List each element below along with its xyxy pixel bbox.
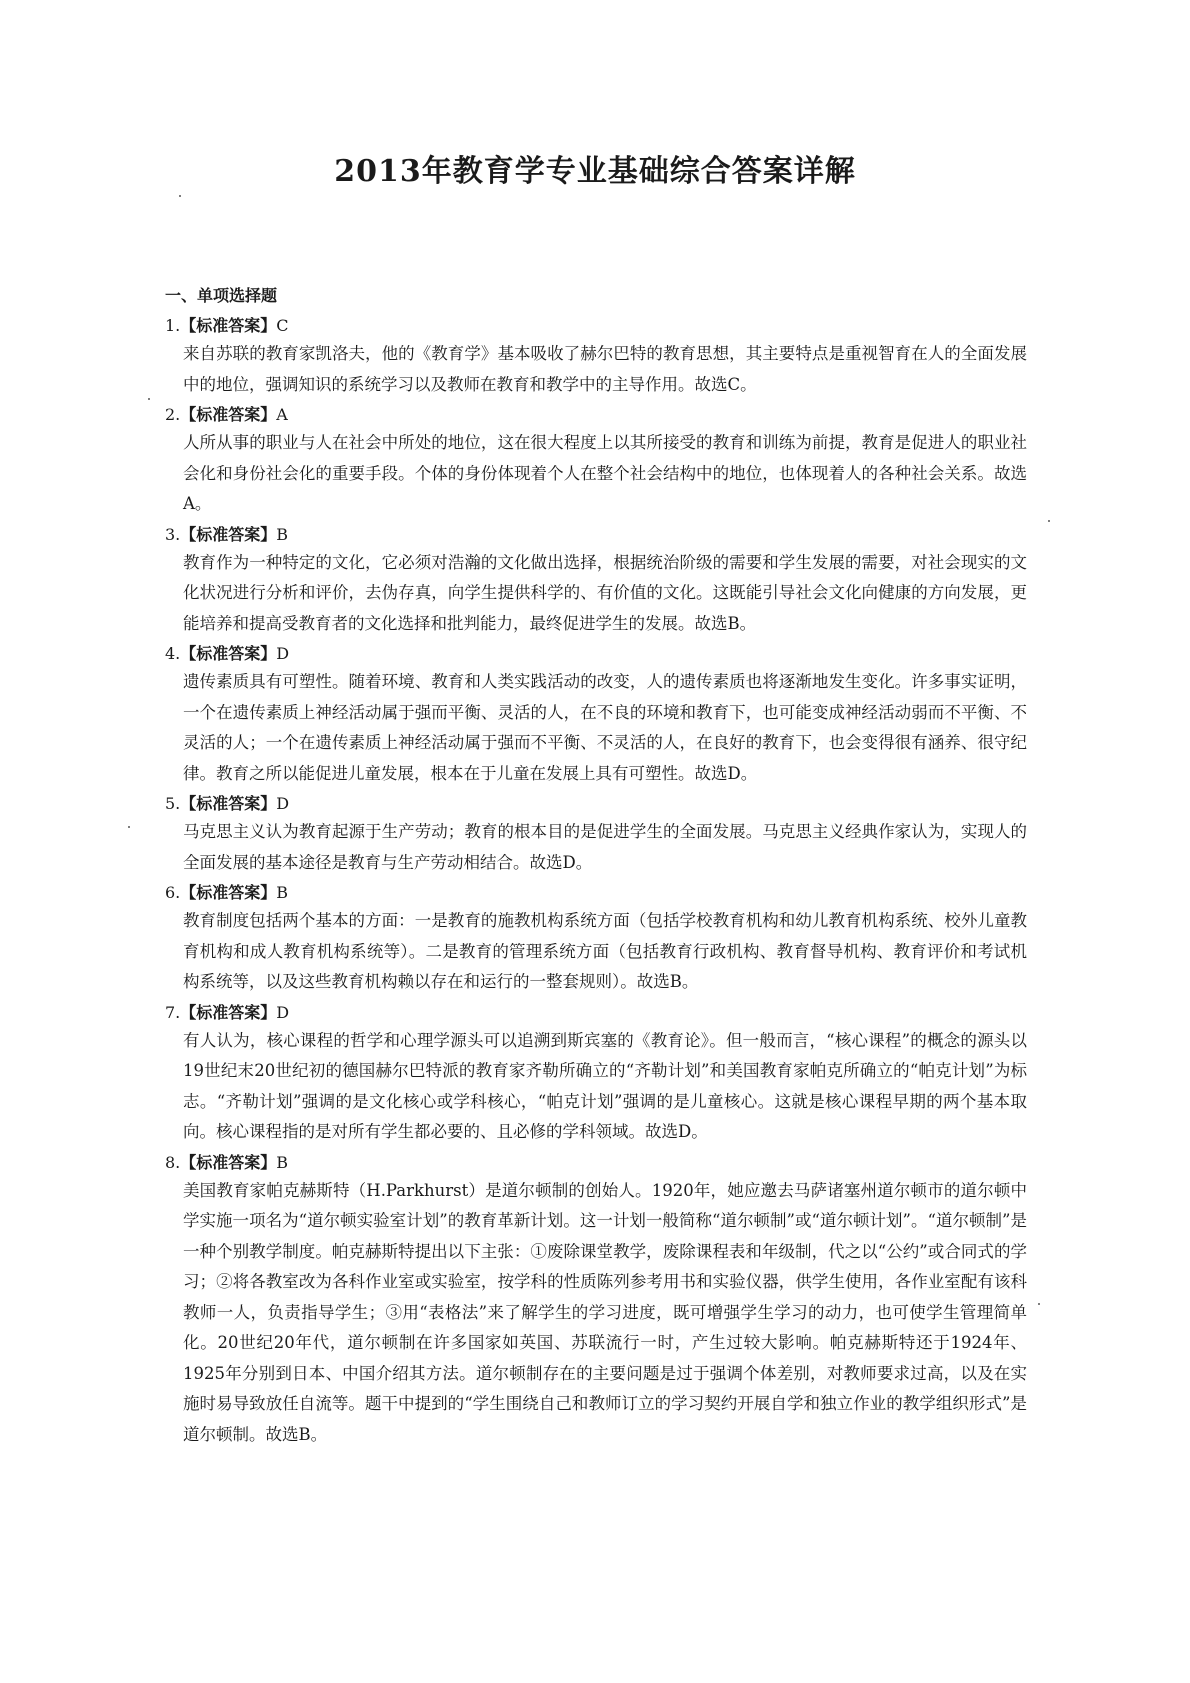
question-number: 1.	[165, 316, 181, 335]
question-header	[165, 402, 1027, 428]
answer-label: 【标准答案】	[180, 316, 277, 335]
question-explanation: 来自苏联的教育家凯洛夫，他的《教育学》基本吸收了赫尔巴特的教育思想，其主要特点是重视智育在人的全面发展中的地位，强调知识的系统学习以及教师在教育和教学中的主导作用。故选C。	[183, 344, 1027, 394]
scan-speck	[1038, 1303, 1040, 1305]
question-explanation: 教育制度包括两个基本的方面：一是教育的施教机构系统方面（包括学校教育机构和幼儿教育机构系统、校外儿童教育机构和成人教育机构系统等）。二是教育的管理系统方面（包括教育行政机构、教育督导机构、教育评价和考试机构系统等，以及这些教育机构赖以存在和运行的一整套规则）。故选B。	[183, 911, 1027, 991]
question-explanation: 遗传素质具有可塑性。随着环境、教育和人类实践活动的改变，人的遗传素质也将逐渐地发生变化。许多事实证明，一个在遗传素质上神经活动属于强而平衡、灵活的人，在不良的环境和教育下，也可能变成神经活动弱而不平衡、不灵活的人；一个在遗传素质上神经活动属于强而不平衡、不灵活的人，在良好的教育下，也会变得很有涵养、很守纪律。教育之所以能促进儿童发展，根本在于儿童在发展上具有可塑性。故选D。	[183, 672, 1027, 783]
answer-value: D	[276, 644, 290, 663]
answer-value: D	[276, 1002, 290, 1022]
question-explanation: 有人认为，核心课程的哲学和心理学源头可以追溯到斯宾塞的《教育论》。但一般而言，“核心课程”的概念的源头以19世纪末20世纪初的德国赫尔巴特派的教育家齐勒所确立的“齐勒计划”和美国教育家帕克所确立的“帕克计划”为标志。“齐勒计划”强调的是文化核心或学科核心，“帕克计划”强调的是儿童核心。这就是核心课程早期的两个基本取向。核心课程指的是对所有学生都必要的、且必修的学科领域。故选D。	[183, 1030, 1027, 1141]
page-title: 2013年教育学专业基础综合答案详解	[334, 154, 856, 189]
answer-content	[165, 283, 1027, 1452]
question-header	[165, 880, 1027, 906]
question-item	[165, 880, 1027, 998]
answer-value: C	[276, 316, 289, 335]
question-item	[165, 522, 1027, 640]
answer-label: 【标准答案】	[180, 883, 277, 902]
answer-label: 【标准答案】	[180, 1002, 277, 1022]
answer-value: D	[276, 794, 290, 813]
answer-label: 【标准答案】	[180, 524, 277, 544]
question-number: 2.	[165, 405, 181, 424]
question-item	[165, 1150, 1027, 1451]
answer-label: 【标准答案】	[180, 405, 277, 424]
question-item	[165, 641, 1027, 789]
question-header	[165, 313, 1027, 339]
question-header	[165, 1000, 1027, 1026]
question-number: 5.	[165, 794, 181, 813]
answer-value: A	[276, 405, 288, 424]
question-header	[165, 791, 1027, 817]
question-item	[165, 402, 1027, 520]
answer-label: 【标准答案】	[180, 794, 277, 813]
answer-value: B	[276, 1152, 289, 1172]
section-heading: 一、单项选择题	[165, 286, 278, 305]
question-header	[165, 522, 1027, 548]
question-explanation: 人所从事的职业与人在社会中所处的地位，这在很大程度上以其所接受的教育和训练为前提，教育是促进人的职业社会化和身份社会化的重要手段。个体的身份体现着个人在整个社会结构中的地位，也体现着人的各种社会关系。故选A。	[183, 433, 1027, 513]
question-explanation: 美国教育家帕克赫斯特（H.Parkhurst）是道尔顿制的创始人。1920年，她应邀去马萨诸塞州道尔顿市的道尔顿中学实施一项名为“道尔顿实验室计划”的教育革新计划。这一计划一般简称“道尔顿制”或“道尔顿计划”。“道尔顿制”是一种个别教学制度。帕克赫斯特提出以下主张：①废除课堂教学，废除课程表和年级制，代之以“公约”或合同式的学习；②将各教室改为各科作业室或实验室，按学科的性质陈列参考用书和实验仪器，供学生使用，各作业室配有该科教师一人，负责指导学生；③用“表格法”来了解学生的学习进度，既可增强学生学习的动力，也可使学生管理简单化。20世纪20年代，道尔顿制在许多国家如英国、苏联流行一时，产生过较大影响。帕克赫斯特还于1924年、1925年分别到日本、中国介绍其方法。道尔顿制存在的主要问题是过于强调个体差别，对教师要求过高，以及在实施时易导致放任自流等。题干中提到的“学生围绕自己和教师订立的学习契约开展自学和独立作业的教学组织形式”是道尔顿制。故选B。	[183, 1180, 1027, 1444]
answer-label: 【标准答案】	[180, 1152, 277, 1172]
answer-value: B	[276, 524, 289, 544]
scan-speck	[148, 398, 150, 400]
question-explanation: 教育作为一种特定的文化，它必须对浩瀚的文化做出选择，根据统治阶级的需要和学生发展的需要，对社会现实的文化状况进行分析和评价，去伪存真，向学生提供科学的、有价值的文化。这既能引导社会文化向健康的方向发展，更能培养和提高受教育者的文化选择和批判能力，最终促进学生的发展。故选B。	[183, 552, 1027, 633]
question-header	[165, 1150, 1027, 1176]
question-header	[165, 641, 1027, 667]
question-number: 6.	[165, 883, 181, 902]
question-number: 7.	[165, 1002, 181, 1022]
question-item	[165, 313, 1027, 400]
question-number: 4.	[165, 644, 181, 663]
scan-speck	[179, 195, 181, 197]
question-number: 3.	[165, 524, 181, 544]
answer-label: 【标准答案】	[180, 644, 277, 663]
scan-speck	[128, 826, 130, 828]
question-item	[165, 1000, 1027, 1148]
question-explanation: 马克思主义认为教育起源于生产劳动；教育的根本目的是促进学生的全面发展。马克思主义经典作家认为，实现人的全面发展的基本途径是教育与生产劳动相结合。故选D。	[183, 822, 1027, 872]
answer-value: B	[276, 883, 289, 902]
question-number: 8.	[165, 1152, 181, 1172]
scan-speck	[1048, 520, 1050, 522]
question-item	[165, 791, 1027, 878]
